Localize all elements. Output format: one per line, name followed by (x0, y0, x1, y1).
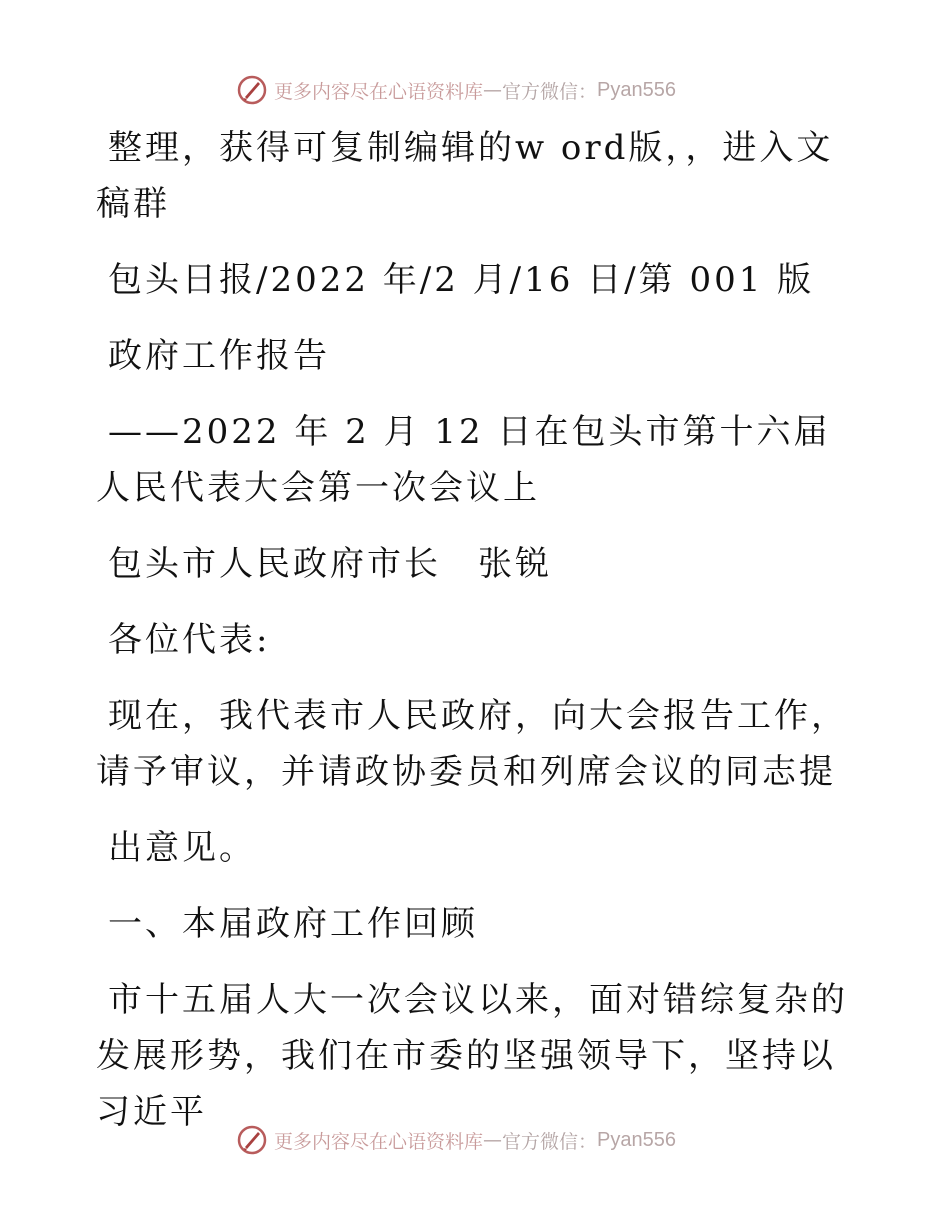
section-heading: 一、本届政府工作回顾 (108, 904, 478, 944)
watermark-wechat-label: 官方微信： (502, 1130, 598, 1153)
quill-logo-icon (236, 74, 268, 106)
footer-watermark (236, 1123, 676, 1157)
quill-logo-icon (236, 1124, 268, 1156)
paragraph-source-line: 包头日报/2022 年/2 月/16 日/第 001 版 (108, 260, 815, 300)
watermark-separator: — (483, 1129, 503, 1151)
salutation: 各位代表: (108, 620, 271, 660)
watermark-separator: — (483, 79, 503, 101)
document-subtitle: ——2022 年 2 月 12 日在包头市第十六届人民代表大会第一次会议上 (96, 412, 831, 508)
watermark-wechat-label: 官方微信： (502, 80, 598, 103)
watermark-brand-text: 更多内容尽在心语资料库 (274, 80, 484, 103)
document-title: 政府工作报告 (108, 336, 330, 376)
watermark-wechat-id: Pyan556 (597, 78, 676, 101)
header-watermark (236, 73, 676, 107)
paragraph-opening-end: 出意见。 (108, 828, 256, 868)
document-body (96, 120, 856, 1140)
paragraph-opening: 现在，我代表市人民政府，向大会报告工作，请予审议，并请政协委员和列席会议的同志提 (96, 696, 848, 792)
watermark-brand-text: 更多内容尽在心语资料库 (274, 1130, 484, 1153)
paragraph-review: 市十五届人大一次会议以来，面对错综复杂的发展形势，我们在市委的坚强领导下，坚持以习近平 (96, 980, 848, 1132)
paragraph-intro-note: 整理，获得可复制编辑的w ord版，，进入文稿群 (96, 128, 834, 224)
author-line: 包头市人民政府市长 张锐 (108, 544, 552, 584)
watermark-wechat-id: Pyan556 (597, 1128, 676, 1151)
